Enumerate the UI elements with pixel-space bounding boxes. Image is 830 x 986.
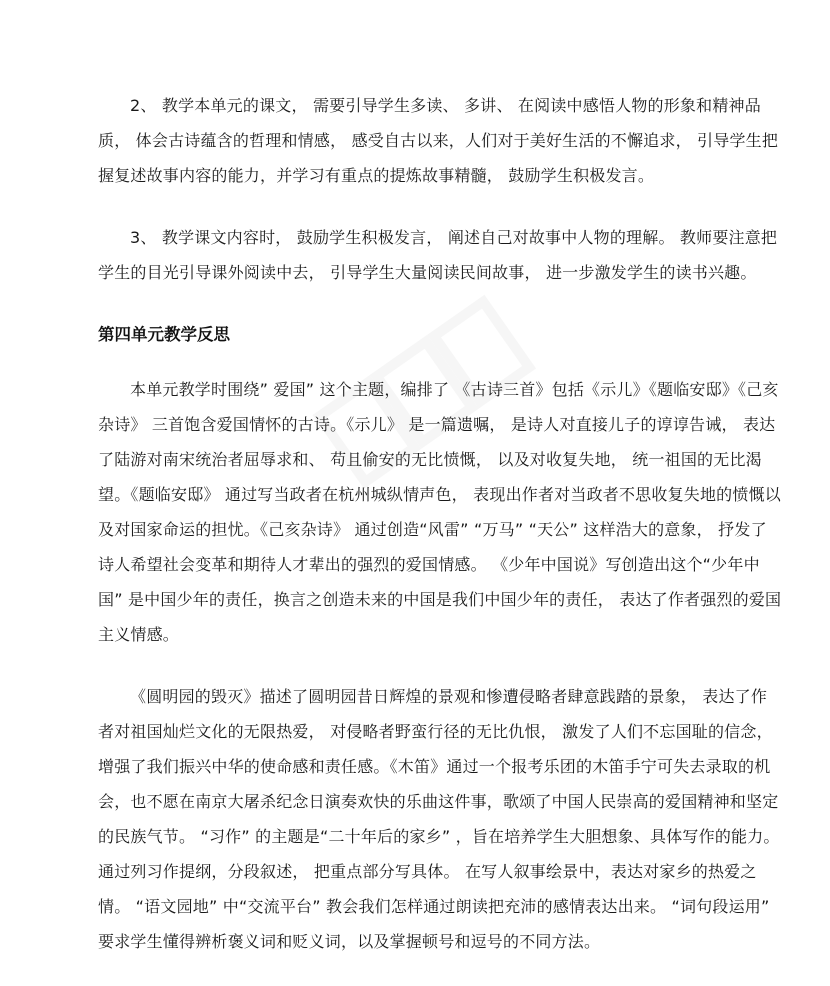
paragraph-spacer: [98, 193, 782, 220]
paragraph-spacer: [98, 352, 782, 372]
paragraph-spacer: [98, 652, 782, 679]
paragraph-unit-theme: 本单元教学时围绕” 爱国” 这个主题，编排了 《古诗三首》包括《示儿》《题临安邸》《己亥杂诗》 三首饱含爱国情怀的古诗。《示儿》 是一篇遗嘱， 是诗人对直接儿子的谆谆告诫， 表达了陆游对南宋统治者屈辱求和、 苟且偷安的无比愤慨， 以及对收复失地， 统一祖国的无比渴望。《题临安邸》 通过写当政者在杭州城纵情声色， 表现出作者对当政者不思收复失地的愤慨以及对国家命运的担忧。《己亥杂诗》 通过创造“风雷” “万马” “天公” 这样浩大的意象， 抒发了诗人希望社会变革和期待人才辈出的强烈的爱国情感。 《少年中国说》写创造出这个“少年中国” 是中国少年的责任，换言之创造未来的中国是我们中国少年的责任， 表达了作者强烈的爱国主义情感。: [98, 380, 782, 644]
document-page: [98, 88, 782, 959]
paragraph-item-2: 2、 教学本单元的课文， 需要引导学生多读、 多讲、 在阅读中感悟人物的形象和精神品质， 体会古诗蕴含的哲理和情感， 感受自古以来，人们对于美好生活的不懈追求， 引导学生把握复述故事内容的能力，并学习有重点的提炼故事精髓， 鼓励学生积极发言。: [98, 96, 779, 185]
paragraph-item-3: 3、 教学课文内容时， 鼓励学生积极发言， 阐述自己对故事中人物的理解。 教师要注意把学生的目光引导课外阅读中去， 引导学生大量阅读民间故事， 进一步激发学生的读书兴趣。: [98, 228, 778, 282]
section-heading: 第四单元教学反思: [98, 325, 230, 344]
paragraph-spacer: [98, 290, 782, 317]
paragraph-yuanmingyuan: 《圆明园的毁灭》描述了圆明园昔日辉煌的景观和惨遭侵略者肆意践踏的景象， 表达了作者对祖国灿烂文化的无限热爱， 对侵略者野蛮行径的无比仇恨， 激发了人们不忘国耻的信念， 增强了我们振兴中华的使命感和责任感。《木笛》通过一个报考乐团的木笛手宁可失去录取的机会，也不愿在南京大屠杀纪念日演奏欢快的乐曲这件事，歌颂了中国人民崇高的爱国精神和坚定的民族气节。 “习作” 的主题是“二十年后的家乡” ，旨在培养学生大胆想象、具体写作的能力。 通过列习作提纲，分段叙述， 把重点部分写具体。 在写人叙事绘景中，表达对家乡的热爱之情。 “语文园地” 中“交流平台” 教会我们怎样通过朗读把充沛的感情表达出来。 “词句段运用” 要求学生懂得辨析褒义词和贬义词，以及掌握顿号和逗号的不同方法。: [98, 687, 780, 951]
